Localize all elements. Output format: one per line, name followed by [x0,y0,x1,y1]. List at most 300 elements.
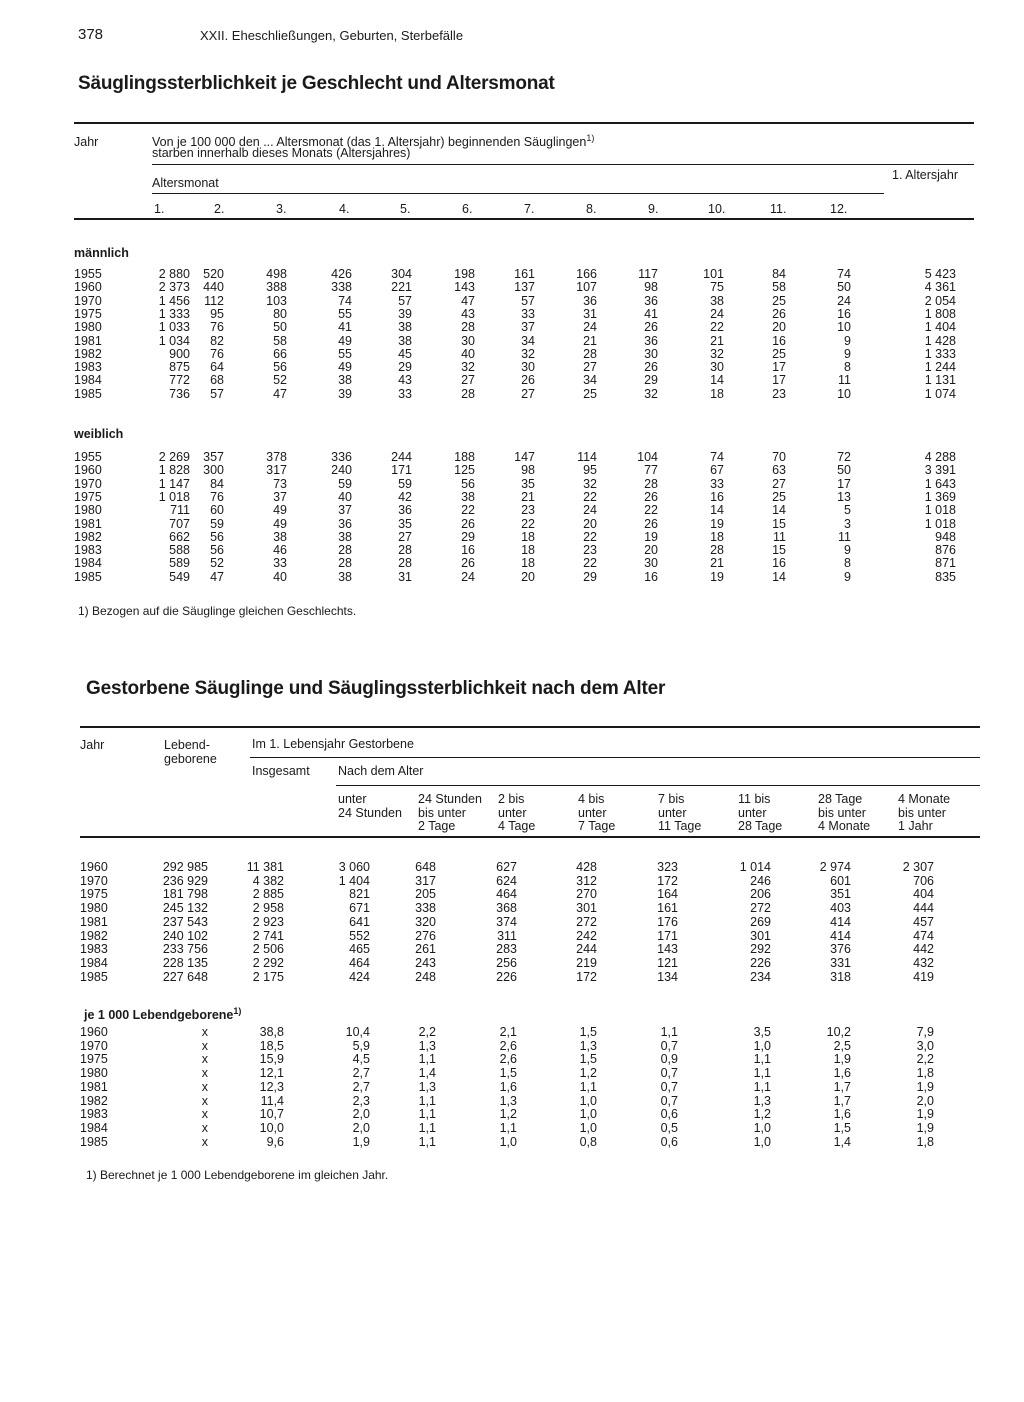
table1-cell: 338 [331,280,352,295]
table1-cell: 137 [514,280,535,295]
table1-cell: 32 [710,346,724,361]
table1-header-rule [152,164,974,165]
table2-cell: 269 [750,914,771,929]
table2-cell: 442 [913,942,934,957]
table1-cell: 39 [398,306,412,321]
table2-cell: x [201,1066,208,1081]
table1-cell: 20 [772,320,786,335]
table1-cell: 37 [338,503,352,518]
table1-cell: 59 [210,516,224,531]
table1-cell: 37 [273,489,287,504]
table2-age-header: 1 Jahr [898,819,933,833]
table2-cell: 0,7 [660,1079,678,1094]
table1-month-header: 4. [339,202,350,216]
table2-cell: 457 [913,914,934,929]
table1-row-year: 1983 [74,360,102,375]
table1-cell: 1 033 [158,320,190,335]
table1-cell: 56 [273,360,287,375]
table1-cell: 103 [266,293,287,308]
table1-cell: 22 [461,503,475,518]
table1-cell: 50 [273,320,287,335]
table1-cell: 33 [710,476,724,491]
table1-month-header: 2. [214,202,225,216]
table1-cell: 34 [583,373,597,388]
table2-row-year: 1984 [80,1120,108,1135]
table1-cell: 82 [210,333,224,348]
table1-cell: 30 [461,333,475,348]
table2-cell: 1,1 [499,1120,517,1135]
table1-cell: 22 [583,489,597,504]
table1-cell: 161 [514,267,535,281]
table2-cell: 1 404 [338,873,370,888]
table1-cell: 14 [710,373,724,388]
table2-cell: 2 307 [902,860,934,874]
table1-cell: 16 [710,489,724,504]
table2-age-header: 4 Monate [818,819,871,833]
table1-cell: 36 [644,293,658,308]
table2-cell: 11 381 [246,860,284,874]
table1-cell: 32 [521,346,535,361]
table2-group-rule [250,757,980,758]
table1-cell: 98 [521,463,535,478]
table1-cell: 3 [844,516,851,531]
table2-cell: 1,9 [916,1120,934,1135]
table1-cell: 73 [273,476,287,491]
table1-cell: 59 [338,476,352,491]
table1-cell: 304 [391,267,412,281]
table2-row-year: 1960 [80,860,108,874]
table2-cell: 671 [349,901,370,916]
table2-cell: 320 [415,914,436,929]
table2-row-year: 1975 [80,1052,108,1067]
table1-cell: 29 [461,529,475,544]
table1-cell: 107 [576,280,597,295]
table1-cell: 33 [273,556,287,571]
table1-cell: 1 333 [924,346,956,361]
table1-cell: 22 [583,529,597,544]
table2-cell: x [201,1107,208,1122]
table2-cell: 706 [913,873,934,888]
table2-row-year: 1983 [80,942,108,957]
table2-head-bottom-rule [80,836,980,838]
table2-cell: 1,6 [833,1107,851,1122]
table2-cell: 0,7 [660,1093,678,1108]
table2-cell: 1,4 [833,1134,851,1149]
table1-cell: 26 [772,306,786,321]
table2-cell: 464 [496,887,517,902]
table2-cell: 2,7 [352,1079,370,1094]
table2-cell: 641 [349,914,370,929]
table1-cell: 36 [644,333,658,348]
table2-age-header: 28 Tage [818,792,863,806]
table2-cell: 234 [750,969,771,984]
table2-cell: 1,0 [753,1134,771,1149]
table1-cell: 75 [710,280,724,295]
table1-cell: 1 018 [924,503,956,518]
table1-cell: 1 333 [158,306,190,321]
table2-cell: x [201,1134,208,1149]
table2-cell: 464 [349,955,370,970]
table1-cell: 24 [461,569,475,584]
table2-cell: 10,0 [259,1120,284,1135]
table2-cell: 2,2 [418,1025,436,1039]
table2-cell: 1,1 [418,1120,436,1135]
table1-cell: 76 [210,346,224,361]
table1-cell: 30 [710,360,724,375]
table2-cell: 38,8 [259,1025,284,1039]
table1-footnote: 1) Bezogen auf die Säuglinge gleichen Geschlechts. [78,604,357,618]
table2-cell: 2,6 [499,1038,517,1053]
table1-cell: 84 [210,476,224,491]
table1-cell: 22 [521,516,535,531]
table2-cell: 404 [913,887,934,902]
table1-cell: 32 [461,360,475,375]
table1-cell: 16 [772,556,786,571]
table2-cell: 10,4 [345,1025,370,1039]
table1-cell: 23 [521,503,535,518]
table2-cell: 1,1 [418,1052,436,1067]
table1-cell: 38 [338,529,352,544]
table2-cell: 1,3 [418,1079,436,1094]
table1-cell: 66 [273,346,287,361]
table2-cell: 1,3 [418,1038,436,1053]
table1-cell: 1 808 [924,306,956,321]
table1-month-header: 5. [400,202,411,216]
table1-row-year: 1985 [74,386,102,401]
table1-cell: 67 [710,463,724,478]
table1-cell: 18 [521,543,535,558]
table2-cell: 0,9 [660,1052,678,1067]
table2-cell: 374 [496,914,517,929]
table2-cell: 2 885 [252,887,284,902]
table1-cell: 948 [935,529,956,544]
table1-cell: 41 [644,306,658,321]
table1-row-year: 1980 [74,320,102,335]
table2-age-header: bis unter [818,805,866,820]
table2-cell: 2 292 [252,955,284,970]
table1-cell: 52 [210,556,224,571]
table1-cell: 95 [210,306,224,321]
table1-cell: 17 [772,373,786,388]
table1-cell: 57 [521,293,535,308]
table2-insgesamt-header: Insgesamt [252,764,310,778]
table2-cell: 1,5 [579,1025,597,1039]
table1-cell: 13 [837,489,851,504]
table1-cell: 1 404 [924,320,956,335]
table2-row-year: 1970 [80,873,108,888]
table2-cell: 1,2 [753,1107,771,1122]
table2-cell: 172 [576,969,597,984]
table2-cell: 1,2 [499,1107,517,1122]
table1-month-rule [152,193,884,194]
table2-cell: 1 014 [739,860,771,874]
table2-lebend-header-1: Lebend- [164,738,210,752]
table1-cell: 28 [583,346,597,361]
table1-cell: 41 [338,320,352,335]
table1-row-year: 1975 [74,306,102,321]
table1-cell: 60 [210,503,224,518]
table2-row-year: 1975 [80,887,108,902]
table1-cell: 43 [461,306,475,321]
table2-cell: x [201,1120,208,1135]
table1-cell: 38 [338,569,352,584]
table2-cell: 312 [576,873,597,888]
table1-cell: 59 [398,476,412,491]
table1-cell: 1 456 [158,293,190,308]
page-number: 378 [78,26,104,43]
table2-cell: 272 [750,901,771,916]
table1-cell: 33 [521,306,535,321]
table1-cell: 104 [637,450,658,464]
table2-cell: 1,3 [753,1093,771,1108]
table1-cell: 38 [338,373,352,388]
table2-cell: 1,0 [579,1107,597,1122]
table1-desc-footnote-ref: 1) [586,133,595,143]
table2-cell: 176 [657,914,678,929]
table1-cell: 1 018 [924,516,956,531]
table1-cell: 28 [398,556,412,571]
table1-cell: 1 147 [158,476,190,491]
table1-cell: 4 288 [924,450,956,464]
table1-cell: 26 [461,516,475,531]
table1-cell: 14 [772,503,786,518]
table2-cell: 1,0 [753,1120,771,1135]
table1-row-year: 1960 [74,280,102,295]
table1-cell: 72 [837,450,851,464]
table2-cell: 2 175 [252,969,284,984]
table1-cell: 1 828 [158,463,190,478]
table1-cell: 35 [398,516,412,531]
table2-cell: 245 132 [162,901,208,916]
table1-month-header: 6. [462,202,473,216]
table2-cell: 301 [750,928,771,943]
table1-cell: 16 [644,569,658,584]
table2-age-header: unter [498,805,527,820]
table2-cell: 227 648 [162,969,208,984]
table1-cell: 188 [454,450,475,464]
table2-cell: 143 [657,942,678,957]
table2-cell: 317 [415,873,436,888]
table2-row-year: 1970 [80,1038,108,1053]
table2-age-header: unter [738,805,767,820]
table1-cell: 22 [583,556,597,571]
table1-cell: 36 [583,293,597,308]
table2-cell: 1,9 [916,1079,934,1094]
table2-year-header: Jahr [80,738,105,752]
table2-cell: x [201,1038,208,1053]
table1-cell: 16 [461,543,475,558]
table2-cell: 243 [415,955,436,970]
table2-cell: 226 [496,969,517,984]
table1-cell: 30 [644,346,658,361]
table1-cell: 14 [772,569,786,584]
table1-cell: 68 [210,373,224,388]
table2-cell: 244 [576,942,597,957]
table1-cell: 5 423 [924,267,956,281]
table1-cell: 5 [844,503,851,518]
table2-cell: 1,1 [418,1107,436,1122]
table2-cell: 414 [830,914,851,929]
table2-rate-section: je 1 000 Lebendgeborene$^{1)}$ [84,1006,242,1023]
table1-month-header: 7. [524,202,535,216]
table1-cell: 36 [338,516,352,531]
table2-cell: 1,6 [499,1079,517,1094]
table1-row-year: 1955 [74,267,102,281]
table1-cell: 36 [398,503,412,518]
table2-cell: 1,1 [660,1025,678,1039]
table2-cell: 3 060 [338,860,370,874]
table1-cell: 21 [710,333,724,348]
table1-cell: 11 [838,373,851,388]
table1-cell: 17 [837,476,851,491]
table2-cell: 2 741 [252,928,284,943]
table1-cell: 31 [583,306,597,321]
table1-cell: 27 [398,529,412,544]
table1-cell: 50 [837,280,851,295]
table1-cell: 49 [338,333,352,348]
table2-cell: 1,0 [499,1134,517,1149]
table1-cell: 244 [391,450,412,464]
table1-cell: 28 [644,476,658,491]
table1-cell: 22 [644,503,658,518]
table1-cell: 28 [338,556,352,571]
table1-cell: 15 [772,543,786,558]
table1-cell: 1 018 [158,489,190,504]
table1-cell: 317 [266,463,287,478]
table1-cell: 520 [203,267,224,281]
table1-cell: 42 [398,489,412,504]
table1-cell: 22 [710,320,724,335]
table1-cell: 1 074 [924,386,956,401]
table2-cell: 240 102 [162,928,208,943]
table1-cell: 8 [844,556,851,571]
table1-cell: 2 373 [158,280,190,295]
table2-cell: 601 [830,873,851,888]
table1-cell: 388 [266,280,287,295]
table2-cell: 465 [349,942,370,957]
table2-cell: 2 958 [252,901,284,916]
table1-cell: 74 [710,450,724,464]
table2-cell: 1,1 [418,1093,436,1108]
table1-cell: 9 [844,333,851,348]
table2-row-year: 1960 [80,1025,108,1039]
table2-cell: 432 [913,955,934,970]
table1-row-year: 1981 [74,333,102,348]
table1-month-header: 11. [770,202,787,216]
table2-cell: 1,6 [833,1066,851,1081]
table1-month-header: 3. [276,202,287,216]
table1-cell: 32 [583,476,597,491]
table1-cell: 76 [210,320,224,335]
table2-cell: 1,5 [833,1120,851,1135]
table2-cell: 12,3 [259,1079,284,1094]
table2-age-header: 2 Tage [418,819,456,833]
table1-top-rule [74,122,974,124]
table1-cell: 37 [521,320,535,335]
table2-cell: 228 135 [162,955,208,970]
table1-cell: 29 [583,569,597,584]
table2-row-year: 1984 [80,955,108,970]
table2-cell: 134 [657,969,678,984]
table2-cell: 1,1 [753,1079,771,1094]
table1-cell: 34 [521,333,535,348]
table2-cell: 283 [496,942,517,957]
table1-cell: 49 [273,516,287,531]
table2-cell: 648 [415,860,436,874]
table1-cell: 26 [644,360,658,375]
table1-cell: 143 [454,280,475,295]
table1-head-bottom-rule [74,218,974,220]
table1-row-year: 1982 [74,346,102,361]
table1-cell: 25 [772,489,786,504]
table2-cell: 0,5 [660,1120,678,1135]
table2-cell: 2 923 [252,914,284,929]
table1-month-header: 8. [586,202,597,216]
table1-month-header: 1. [154,202,165,216]
table2-cell: 3,5 [753,1025,771,1039]
table1-cell: 2 054 [924,293,956,308]
table2-cell: 1,5 [499,1066,517,1081]
table1-cell: 9 [844,569,851,584]
table1-cell: 588 [169,543,190,558]
table2-cell: 1,2 [579,1066,597,1081]
table2-age-header: 7 Tage [578,819,616,833]
table1-cell: 28 [461,386,475,401]
table1-cell: 26 [461,556,475,571]
table1-cell: 171 [391,463,412,478]
table1-cell: 9 [844,346,851,361]
table2-age-header: 24 Stunden [418,792,482,806]
table1-cell: 95 [583,463,597,478]
table1-cell: 38 [273,529,287,544]
table1-cell: 32 [644,386,658,401]
table2-cell: 627 [496,860,517,874]
table2-cell: 292 [750,942,771,957]
table1-cell: 58 [273,333,287,348]
table1-cell: 336 [331,450,352,464]
table2-rate-footnote-ref: 1) [233,1006,242,1016]
table1-cell: 27 [521,386,535,401]
table1-cell: 27 [461,373,475,388]
table1-cell: 871 [935,556,956,571]
table2-cell: 624 [496,873,517,888]
table1-cell: 300 [203,463,224,478]
table2-age-header: 7 bis [658,792,685,806]
table1-cell: 57 [210,386,224,401]
table1-cell: 101 [703,267,724,281]
table1-row-year: 1981 [74,516,102,531]
table1-row-year: 1985 [74,569,102,584]
table1-cell: 16 [837,306,851,321]
table1-cell: 221 [391,280,412,295]
table2-cell: 376 [830,942,851,957]
table1-row-year: 1970 [74,293,102,308]
table1-section-male: männlich [74,246,129,260]
table1-cell: 112 [204,293,224,308]
table2-row-year: 1985 [80,1134,108,1149]
table2-cell: 206 [750,887,771,902]
table2-cell: 181 798 [162,887,208,902]
table1-cell: 30 [644,556,658,571]
table2-cell: 338 [415,901,436,916]
table1-cell: 378 [266,450,287,464]
table1-desc-line2: starben innerhalb dieses Monats (Altersjahres) [152,146,411,160]
table2-cell: 1,0 [579,1093,597,1108]
table2-age-header: 28 Tage [738,819,783,833]
table2-cell: 2,2 [916,1052,934,1067]
table1-cell: 26 [644,489,658,504]
table1-cell: 80 [273,306,287,321]
